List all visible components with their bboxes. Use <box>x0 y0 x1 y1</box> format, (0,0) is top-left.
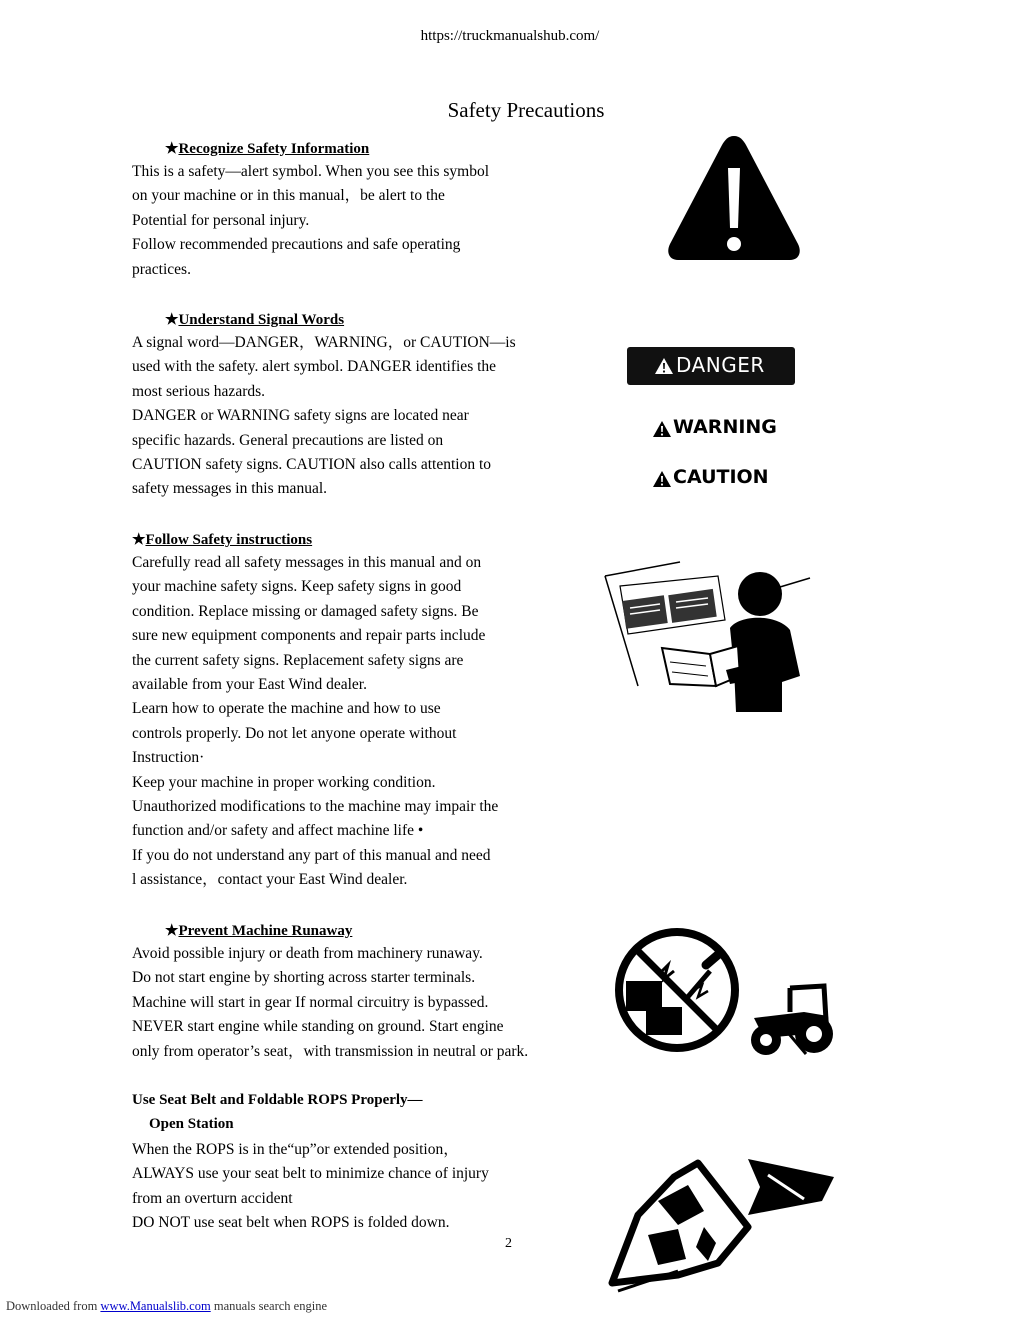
text-line: Do not start engine by shorting across starter terminals. <box>132 969 476 987</box>
heading-signal-words <box>165 310 344 329</box>
footer-prefix: Downloaded from <box>6 1299 98 1313</box>
text-line: most serious hazards. <box>132 382 266 400</box>
text-line: Follow recommended precautions and safe operating <box>132 236 461 254</box>
tractor-runaway-icon <box>744 982 836 1060</box>
text-line: A signal word—DANGER，WARNING，or CAUTION—is <box>132 334 516 351</box>
text-line: Potential for personal injury. <box>132 211 310 229</box>
text-line: This is a safety—alert symbol. When you see this symbol <box>132 163 490 180</box>
text-line: Carefully read all safety messages in this manual and on <box>132 554 482 571</box>
text-line: condition. Replace missing or damaged safety signs. Be <box>132 602 479 620</box>
text-line: function and/or safety and affect machine life • <box>132 822 424 840</box>
text-line: available from your East Wind dealer. <box>132 676 367 694</box>
text-line: When the ROPS is in the“up”or extended position， <box>132 1141 459 1158</box>
heading-runaway-text: Prevent Machine Runaway <box>178 923 353 939</box>
heading-signal-words-text: Understand Signal Words <box>178 312 345 328</box>
text-line: ALWAYS use your seat belt to minimize chance of injury <box>132 1165 489 1183</box>
star-icon: ★ <box>165 141 179 157</box>
text-line: only from operator’s seat，with transmission in neutral or park. <box>132 1042 529 1060</box>
heading-rops-subtitle: Open Station <box>149 1116 234 1132</box>
source-url: https://truckmanualshub.com/ <box>420 28 600 44</box>
text-line: specific hazards. General precautions are listed on <box>132 431 444 449</box>
text-line: controls properly. Do not let anyone operate without <box>132 724 457 742</box>
heading-rops: Use Seat Belt and Foldable ROPS Properly— <box>132 1092 423 1108</box>
text-line: Unauthorized modifications to the machine may impair the <box>132 798 499 816</box>
text-line: sure new equipment components and repair parts include <box>132 627 486 645</box>
heading-follow <box>132 530 312 549</box>
heading-runaway <box>165 921 352 940</box>
safety-alert-triangle-icon <box>662 130 807 265</box>
page-title: Safety Precautions <box>447 98 605 122</box>
alert-triangle-icon <box>652 420 672 438</box>
text-line: Avoid possible injury or death from machinery runaway. <box>132 945 483 962</box>
text-line: on your machine or in this manual，be alert to the <box>132 187 445 205</box>
text-line: your machine safety signs. Keep safety signs in good <box>132 578 462 596</box>
page-number: 2 <box>505 1236 512 1251</box>
text-line: CAUTION safety signs. CAUTION also calls attention to <box>132 456 492 474</box>
heading-follow-text: Follow Safety instructions <box>145 532 313 548</box>
heading-recognize <box>165 139 369 158</box>
para-follow <box>132 551 498 893</box>
star-icon: ★ <box>132 532 146 548</box>
text-line: Keep your machine in proper working condition. <box>132 773 436 791</box>
alert-triangle-icon <box>654 357 674 375</box>
text-line: If you do not understand any part of this manual and need <box>132 846 491 864</box>
para-rops <box>132 1138 489 1236</box>
para-runaway <box>132 942 528 1064</box>
text-line: l assistance，contact your East Wind dealer. <box>132 871 408 889</box>
warning-sign <box>650 416 780 442</box>
person-reading-manual-icon <box>600 558 815 718</box>
text-line: used with the safety. alert symbol. DANGER identifies the <box>132 358 497 376</box>
text-line: DANGER or WARNING safety signs are located near <box>132 407 469 425</box>
text-line: Instruction· <box>132 749 205 767</box>
footer <box>6 1299 327 1314</box>
footer-link[interactable]: www.Manualslib.com <box>100 1299 211 1313</box>
no-shorting-terminals-icon <box>612 925 742 1055</box>
text-line: Learn how to operate the machine and how to use <box>132 700 441 718</box>
heading-recognize-text: Recognize Safety Information <box>178 141 370 157</box>
text-line: safety messages in this manual. <box>132 480 327 498</box>
text-line: from an overturn accident <box>132 1189 293 1207</box>
tractor-overturn-icon <box>608 1155 834 1295</box>
para-signal-words <box>132 331 516 502</box>
text-line: DO NOT use seat belt when ROPS is folded down. <box>132 1214 450 1232</box>
star-icon: ★ <box>165 923 179 939</box>
caution-sign <box>650 466 780 492</box>
danger-sign <box>627 347 795 385</box>
danger-sign-label: DANGER <box>676 353 765 377</box>
para-recognize <box>132 160 489 282</box>
caution-sign-label: CAUTION <box>673 466 769 488</box>
warning-sign-label: WARNING <box>673 416 777 438</box>
text-line: NEVER start engine while standing on ground. Start engine <box>132 1018 504 1036</box>
text-line: Machine will start in gear If normal circuitry is bypassed. <box>132 993 489 1011</box>
text-line: practices. <box>132 260 191 278</box>
alert-triangle-icon <box>652 470 672 488</box>
text-line: the current safety signs. Replacement safety signs are <box>132 651 464 669</box>
star-icon: ★ <box>165 312 179 328</box>
footer-suffix: manuals search engine <box>213 1299 327 1313</box>
